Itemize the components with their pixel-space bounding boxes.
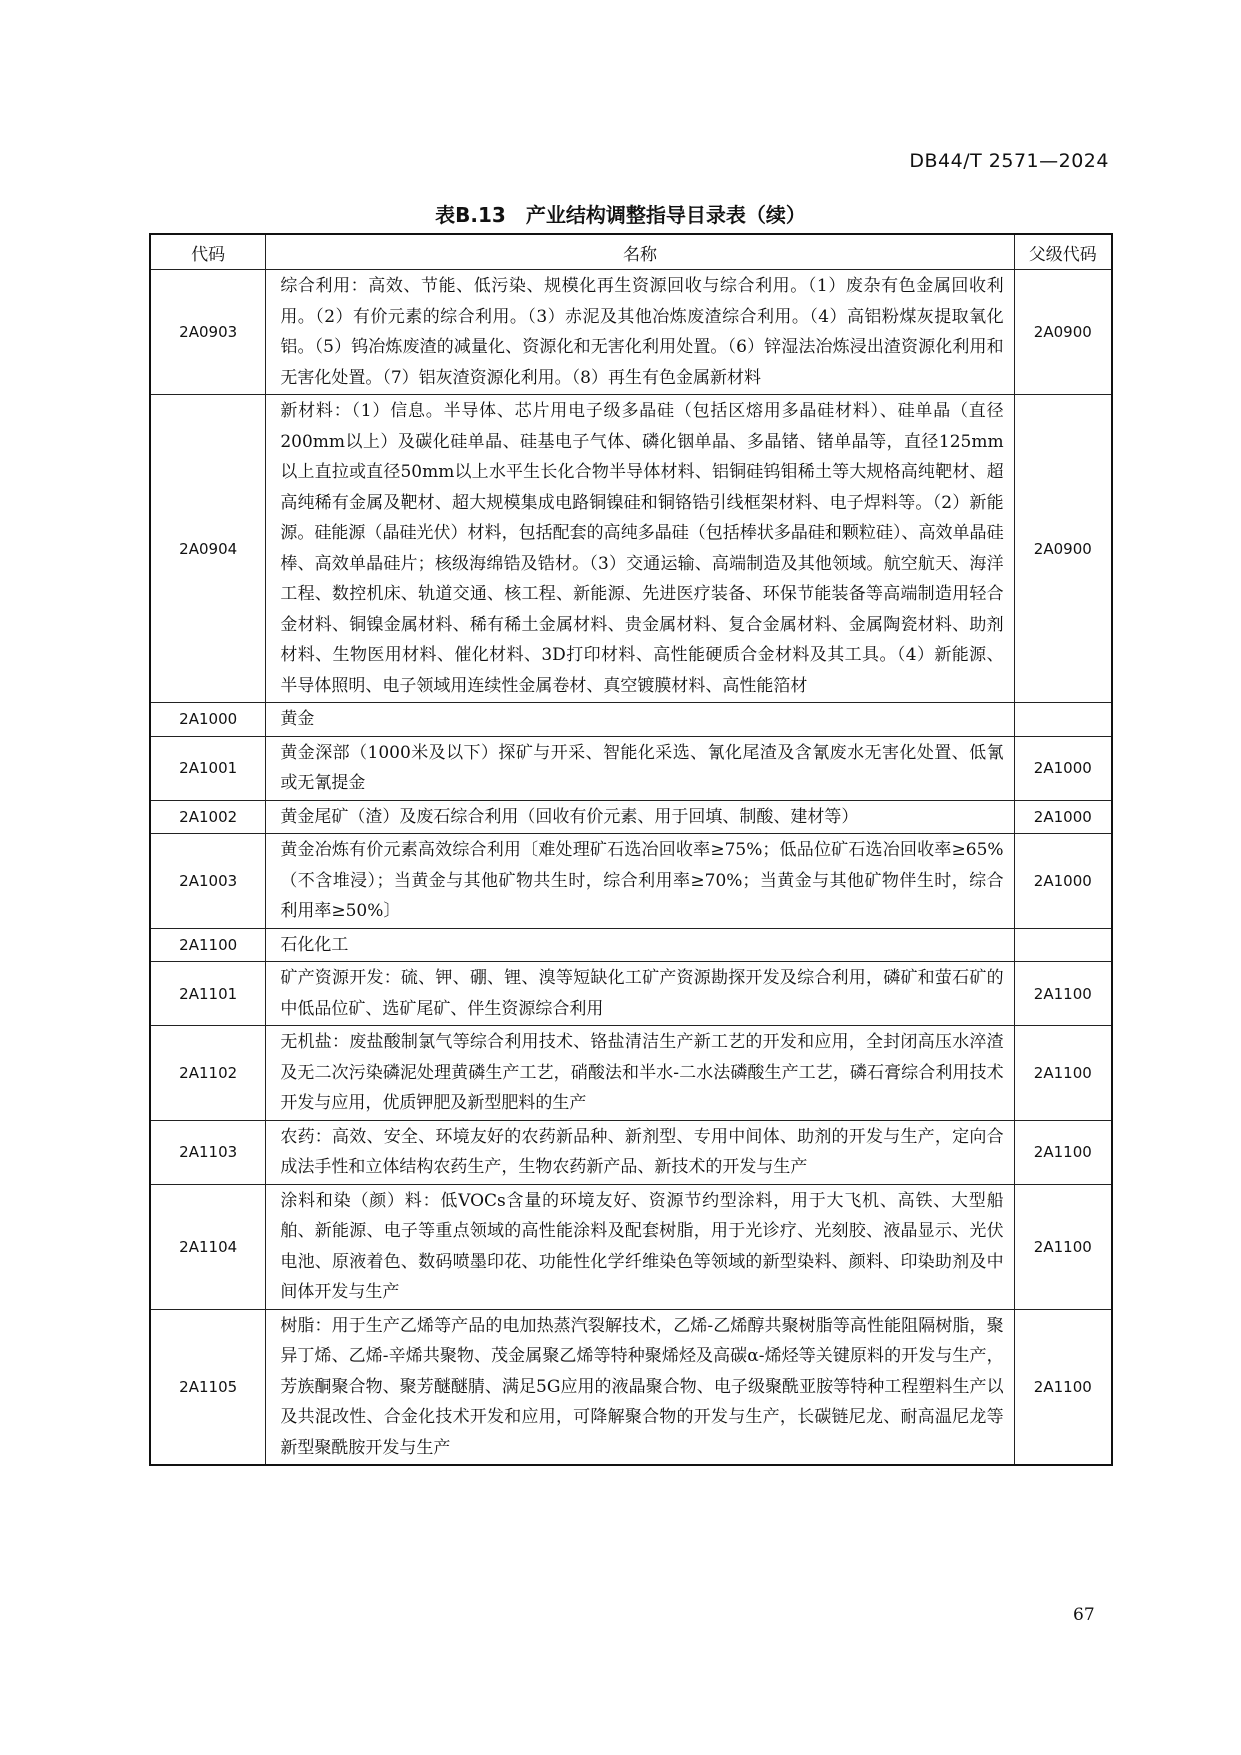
document-code: DB44/T 2571—2024	[909, 150, 1109, 172]
row-parent-code: 2A1000	[1014, 736, 1112, 800]
table-row	[150, 395, 1112, 703]
row-parent-code: 2A1100	[1014, 1184, 1112, 1309]
table-row	[150, 736, 1112, 800]
row-code: 2A1100	[150, 928, 266, 962]
row-parent-code: 2A1100	[1014, 1120, 1112, 1184]
table-row	[150, 800, 1112, 834]
row-parent-code: 2A1100	[1014, 1309, 1112, 1465]
row-parent-code: 2A1000	[1014, 800, 1112, 834]
row-name: 黄金	[266, 703, 1014, 737]
table-row	[150, 270, 1112, 395]
row-code: 2A1002	[150, 800, 266, 834]
row-name: 综合利用：高效、节能、低污染、规模化再生资源回收与综合利用。（1）废杂有色金属回收利用。（2）有价元素的综合利用。（3）赤泥及其他冶炼废渣综合利用。（4）高铝粉煤灰提取氧化铝。（5）钨冶炼废渣的减量化、资源化和无害化利用处置。（6）锌湿法冶炼浸出渣资源化利用和无害化处置。（7）铝灰渣资源化利用。（8）再生有色金属新材料	[266, 270, 1014, 395]
row-name: 黄金冶炼有价元素高效综合利用〔难处理矿石选冶回收率≥75%；低品位矿石选冶回收率≥65%（不含堆浸）；当黄金与其他矿物共生时，综合利用率≥70%；当黄金与其他矿物伴生时，综合利用率≥50%〕	[266, 834, 1014, 929]
column-header-code: 代码	[150, 234, 266, 270]
row-name: 石化化工	[266, 928, 1014, 962]
table-row	[150, 703, 1112, 737]
page-number: 67	[1073, 1605, 1095, 1625]
table-row	[150, 1184, 1112, 1309]
row-parent-code: 2A1100	[1014, 1026, 1112, 1121]
row-code: 2A1003	[150, 834, 266, 929]
row-name: 树脂：用于生产乙烯等产品的电加热蒸汽裂解技术，乙烯-乙烯醇共聚树脂等高性能阻隔树脂，聚异丁烯、乙烯-辛烯共聚物、茂金属聚乙烯等特种聚烯烃及高碳α-烯烃等关键原料的开发与生产，芳族酮聚合物、聚芳醚醚腈、满足5G应用的液晶聚合物、电子级聚酰亚胺等特种工程塑料生产以及共混改性、合金化技术开发和应用，可降解聚合物的开发与生产，长碳链尼龙、耐高温尼龙等新型聚酰胺开发与生产	[266, 1309, 1014, 1465]
row-parent-code: 2A0900	[1014, 270, 1112, 395]
row-parent-code	[1014, 703, 1112, 737]
row-name: 农药：高效、安全、环境友好的农药新品种、新剂型、专用中间体、助剂的开发与生产，定向合成法手性和立体结构农药生产，生物农药新产品、新技术的开发与生产	[266, 1120, 1014, 1184]
table-row	[150, 1309, 1112, 1465]
row-name: 黄金尾矿（渣）及废石综合利用（回收有价元素、用于回填、制酸、建材等）	[266, 800, 1014, 834]
row-name: 黄金深部（1000米及以下）探矿与开采、智能化采选、氰化尾渣及含氰废水无害化处置、低氰或无氰提金	[266, 736, 1014, 800]
table-title: 表B.13 产业结构调整指导目录表（续）	[435, 203, 806, 227]
table-row	[150, 834, 1112, 929]
row-name: 矿产资源开发：硫、钾、硼、锂、溴等短缺化工矿产资源勘探开发及综合利用，磷矿和萤石矿的中低品位矿、选矿尾矿、伴生资源综合利用	[266, 962, 1014, 1026]
row-code: 2A1103	[150, 1120, 266, 1184]
column-header-name: 名称	[266, 234, 1014, 270]
row-code: 2A0903	[150, 270, 266, 395]
row-code: 2A1104	[150, 1184, 266, 1309]
table-row	[150, 1120, 1112, 1184]
row-parent-code	[1014, 928, 1112, 962]
row-code: 2A1102	[150, 1026, 266, 1121]
row-name: 无机盐：废盐酸制氯气等综合利用技术、铬盐清洁生产新工艺的开发和应用，全封闭高压水淬渣及无二次污染磷泥处理黄磷生产工艺，硝酸法和半水-二水法磷酸生产工艺，磷石膏综合利用技术开发与应用，优质钾肥及新型肥料的生产	[266, 1026, 1014, 1121]
table-row	[150, 928, 1112, 962]
row-code: 2A1000	[150, 703, 266, 737]
table-row	[150, 1026, 1112, 1121]
row-name: 涂料和染（颜）料：低VOCs含量的环境友好、资源节约型涂料，用于大飞机、高铁、大型船舶、新能源、电子等重点领域的高性能涂料及配套树脂，用于光诊疗、光刻胶、液晶显示、光伏电池、原液着色、数码喷墨印花、功能性化学纤维染色等领域的新型染料、颜料、印染助剂及中间体开发与生产	[266, 1184, 1014, 1309]
row-name: 新材料：（1）信息。半导体、芯片用电子级多晶硅（包括区熔用多晶硅材料）、硅单晶（直径200mm以上）及碳化硅单晶、硅基电子气体、磷化铟单晶、多晶锗、锗单晶等，直径125mm以上直拉或直径50mm以上水平生长化合物半导体材料、铝铜硅钨钼稀土等大规格高纯靶材、超高纯稀有金属及靶材、超大规模集成电路铜镍硅和铜铬锆引线框架材料、电子焊料等。（2）新能源。硅能源（晶硅光伏）材料，包括配套的高纯多晶硅（包括棒状多晶硅和颗粒硅）、高效单晶硅棒、高效单晶硅片；核级海绵锆及锆材。（3）交通运输、高端制造及其他领域。航空航天、海洋工程、数控机床、轨道交通、核工程、新能源、先进医疗装备、环保节能装备等高端制造用轻合金材料、铜镍金属材料、稀有稀土金属材料、贵金属材料、复合金属材料、金属陶瓷材料、助剂材料、生物医用材料、催化材料、3D打印材料、高性能硬质合金材料及其工具。（4）新能源、半导体照明、电子领域用连续性金属卷材、真空镀膜材料、高性能箔材	[266, 395, 1014, 703]
column-header-parent: 父级代码	[1014, 234, 1112, 270]
row-code: 2A1001	[150, 736, 266, 800]
row-code: 2A1105	[150, 1309, 266, 1465]
row-code: 2A0904	[150, 395, 266, 703]
row-code: 2A1101	[150, 962, 266, 1026]
table-header-row	[150, 234, 1112, 270]
row-parent-code: 2A0900	[1014, 395, 1112, 703]
table-row	[150, 962, 1112, 1026]
row-parent-code: 2A1100	[1014, 962, 1112, 1026]
catalog-table	[149, 233, 1113, 1466]
row-parent-code: 2A1000	[1014, 834, 1112, 929]
